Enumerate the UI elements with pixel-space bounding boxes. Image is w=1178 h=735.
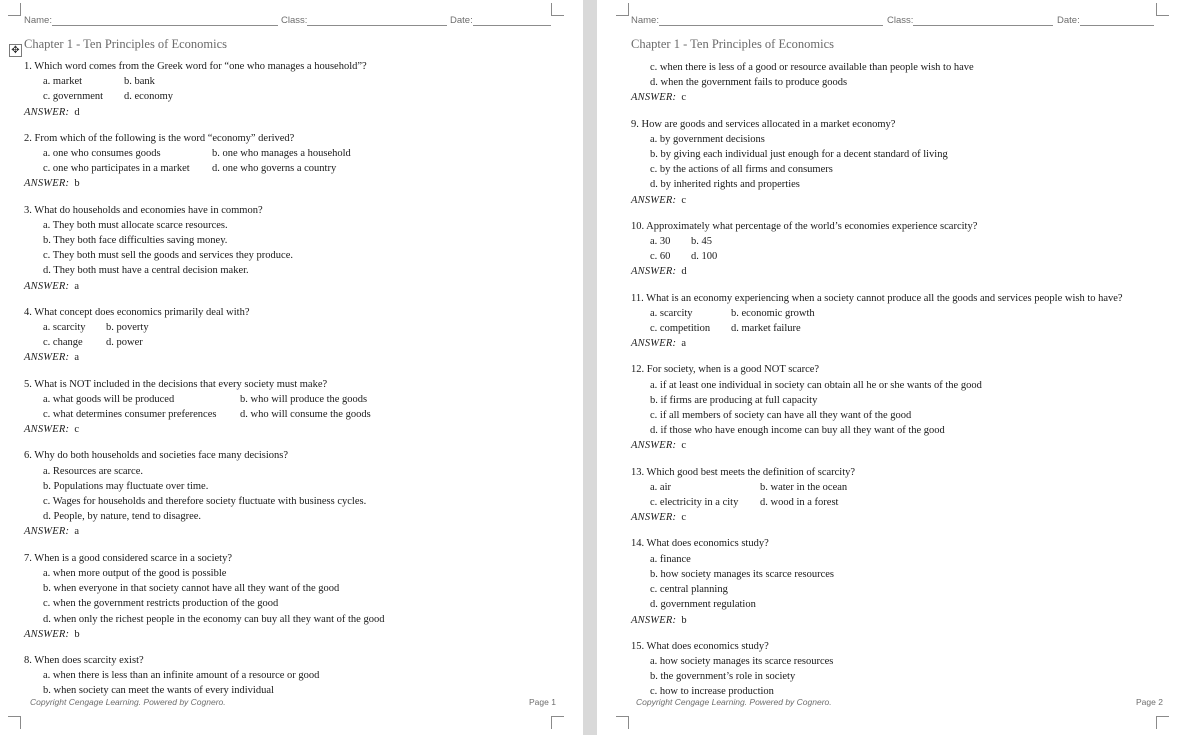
q3-option-c: c. They both must sell the goods and services they produce. [43, 250, 294, 262]
question-13: 13. Which good best meets the definition of scarcity? [631, 466, 856, 478]
footer-copyright: Copyright Cengage Learning. Powered by Cognero. [30, 697, 226, 707]
q12-answer: ANSWER: c [631, 440, 687, 452]
q2-answer: ANSWER: b [24, 178, 80, 190]
class-field-line[interactable] [307, 15, 447, 26]
q11-option-d: d. market failure [731, 323, 801, 335]
q1-option-c: c. government [43, 91, 104, 103]
q3-answer: ANSWER: a [24, 280, 80, 292]
class-label: Class: [887, 15, 914, 26]
crop-mark-top-right [1156, 3, 1169, 16]
q4-option-c: c. change [43, 337, 83, 349]
q3-option-b: b. They both face difficulties saving money. [43, 235, 228, 247]
q2-option-b: b. one who manages a household [212, 148, 351, 160]
question-6: 6. Why do both households and societies face many decisions? [24, 450, 288, 462]
q5-option-d: d. who will consume the goods [240, 409, 371, 421]
crop-mark-top-right [551, 3, 564, 16]
q15-option-b: b. the government’s role in society [650, 671, 796, 683]
crop-mark-top-left [616, 3, 629, 16]
q1-option-d: d. economy [124, 91, 173, 103]
question-4: 4. What concept does economics primarily deal with? [24, 306, 250, 318]
q8-option-a: a. when there is less than an infinite amount of a resource or good [43, 670, 320, 682]
q6-option-a: a. Resources are scarce. [43, 465, 143, 477]
q6-option-d: d. People, by nature, tend to disagree. [43, 511, 202, 523]
q2-option-a: a. one who consumes goods [43, 148, 161, 160]
q8-option-d: d. when the government fails to produce goods [650, 77, 848, 89]
q14-option-c: c. central planning [650, 584, 728, 596]
crop-mark-bottom-right [551, 716, 564, 729]
q15-option-c: c. how to increase production [650, 686, 774, 698]
q10-option-d: d. 100 [691, 251, 718, 263]
q14-option-a: a. finance [650, 553, 691, 565]
page-gutter [583, 0, 597, 735]
q7-option-c: c. when the government restricts production of the good [43, 598, 279, 610]
q5-answer: ANSWER: c [24, 424, 80, 436]
question-2: 2. From which of the following is the word “economy” derived? [24, 132, 295, 144]
q10-option-a: a. 30 [650, 236, 671, 248]
q13-option-c: c. electricity in a city [650, 497, 739, 509]
q1-answer: ANSWER: d [24, 106, 80, 118]
date-field-line[interactable] [473, 15, 551, 26]
q12-option-d: d. if those who have enough income can buy all they want of the good [650, 425, 945, 437]
q6-answer: ANSWER: a [24, 526, 80, 538]
name-field-line[interactable] [52, 15, 278, 26]
table-move-handle-icon[interactable]: ✥ [9, 44, 22, 57]
q2-option-d: d. one who governs a country [212, 163, 337, 175]
question-5: 5. What is NOT included in the decisions that every society must make? [24, 378, 328, 390]
q11-option-a: a. scarcity [650, 307, 693, 319]
q5-option-b: b. who will produce the goods [240, 393, 368, 405]
q13-option-a: a. air [650, 481, 671, 493]
q7-option-b: b. when everyone in that society cannot have all they want of the good [43, 583, 340, 595]
chapter-title: Chapter 1 - Ten Principles of Economics [631, 37, 835, 51]
q9-option-c: c. by the actions of all firms and consumers [650, 164, 833, 176]
document-page-1 [0, 0, 583, 735]
q7-option-a: a. when more output of the good is possible [43, 567, 227, 579]
q9-answer: ANSWER: c [631, 194, 687, 206]
chapter-title: Chapter 1 - Ten Principles of Economics [24, 37, 228, 51]
q12-option-c: c. if all members of society can have all they want of the good [650, 410, 912, 422]
question-9: 9. How are goods and services allocated in a market economy? [631, 118, 896, 130]
question-list-page-1 [24, 59, 564, 699]
class-field-line[interactable] [913, 15, 1053, 26]
crop-mark-top-left [8, 3, 21, 16]
q11-answer: ANSWER: a [631, 338, 687, 350]
question-12: 12. For society, when is a good NOT scarce? [631, 364, 820, 376]
q9-option-b: b. by giving each individual just enough for a decent standard of living [650, 149, 948, 161]
q7-option-d: d. when only the richest people in the economy can buy all they want of the good [43, 613, 385, 625]
q8-option-c: c. when there is less of a good or resource available than people wish to have [650, 62, 974, 73]
q14-answer: ANSWER: b [631, 614, 687, 626]
question-7: 7. When is a good considered scarce in a society? [24, 552, 232, 564]
q13-option-d: d. wood in a forest [760, 497, 839, 509]
q8-answer: ANSWER: c [631, 92, 687, 104]
q9-option-a: a. by government decisions [650, 133, 765, 145]
q1-option-b: b. bank [124, 76, 155, 88]
question-15: 15. What does economics study? [631, 640, 769, 652]
q3-option-a: a. They both must allocate scarce resources. [43, 219, 228, 231]
question-11: 11. What is an economy experiencing when a society cannot produce all the goods and services people wish to have? [631, 292, 1123, 304]
q10-option-b: b. 45 [691, 236, 712, 248]
q13-option-b: b. water in the ocean [760, 481, 848, 493]
q15-option-a: a. how society manages its scarce resources [650, 655, 834, 667]
q11-option-b: b. economic growth [731, 307, 815, 319]
question-1: 1. Which word comes from the Greek word for “one who manages a household”? [24, 61, 367, 72]
q7-answer: ANSWER: b [24, 628, 80, 640]
q1-option-a: a. market [43, 76, 83, 88]
name-field-line[interactable] [659, 15, 883, 26]
q11-option-c: c. competition [650, 323, 711, 335]
q3-option-d: d. They both must have a central decision maker. [43, 265, 249, 277]
q14-option-b: b. how society manages its scarce resources [650, 568, 834, 580]
q4-option-a: a. scarcity [43, 322, 86, 334]
q9-option-d: d. by inherited rights and properties [650, 179, 800, 191]
q4-option-d: d. power [106, 337, 143, 349]
q10-answer: ANSWER: d [631, 266, 687, 278]
q14-option-d: d. government regulation [650, 599, 756, 611]
q12-option-a: a. if at least one individual in society can obtain all he or she wants of the good [650, 379, 982, 391]
document-page-2 [597, 0, 1178, 735]
class-label: Class: [281, 15, 308, 26]
q2-option-c: c. one who participates in a market [43, 163, 190, 175]
q10-option-c: c. 60 [650, 251, 671, 263]
footer-copyright: Copyright Cengage Learning. Powered by Cognero. [636, 697, 832, 707]
q5-option-a: a. what goods will be produced [43, 393, 175, 405]
name-label: Name: [631, 15, 659, 26]
date-label: Date: [450, 15, 473, 26]
crop-mark-bottom-right [1156, 716, 1169, 729]
date-field-line[interactable] [1080, 15, 1154, 26]
page-number: Page 1 [529, 697, 556, 707]
q4-answer: ANSWER: a [24, 352, 80, 364]
question-10: 10. Approximately what percentage of the world’s economies experience scarcity? [631, 220, 978, 232]
q12-option-b: b. if firms are producing at full capacity [650, 394, 818, 406]
date-label: Date: [1057, 15, 1080, 26]
q13-answer: ANSWER: c [631, 512, 687, 524]
crop-mark-bottom-left [8, 716, 21, 729]
question-14: 14. What does economics study? [631, 538, 769, 550]
q4-option-b: b. poverty [106, 322, 149, 334]
name-label: Name: [24, 15, 52, 26]
question-3: 3. What do households and economies have in common? [24, 204, 263, 216]
q8-option-b: b. when society can meet the wants of every individual [43, 685, 274, 697]
page-number: Page 2 [1136, 697, 1163, 707]
question-list-page-2 [631, 60, 1171, 700]
question-8: 8. When does scarcity exist? [24, 654, 144, 666]
q6-option-b: b. Populations may fluctuate over time. [43, 480, 209, 492]
q5-option-c: c. what determines consumer preferences [43, 409, 217, 421]
crop-mark-bottom-left [616, 716, 629, 729]
q6-option-c: c. Wages for households and therefore society fluctuate with business cycles. [43, 496, 367, 508]
